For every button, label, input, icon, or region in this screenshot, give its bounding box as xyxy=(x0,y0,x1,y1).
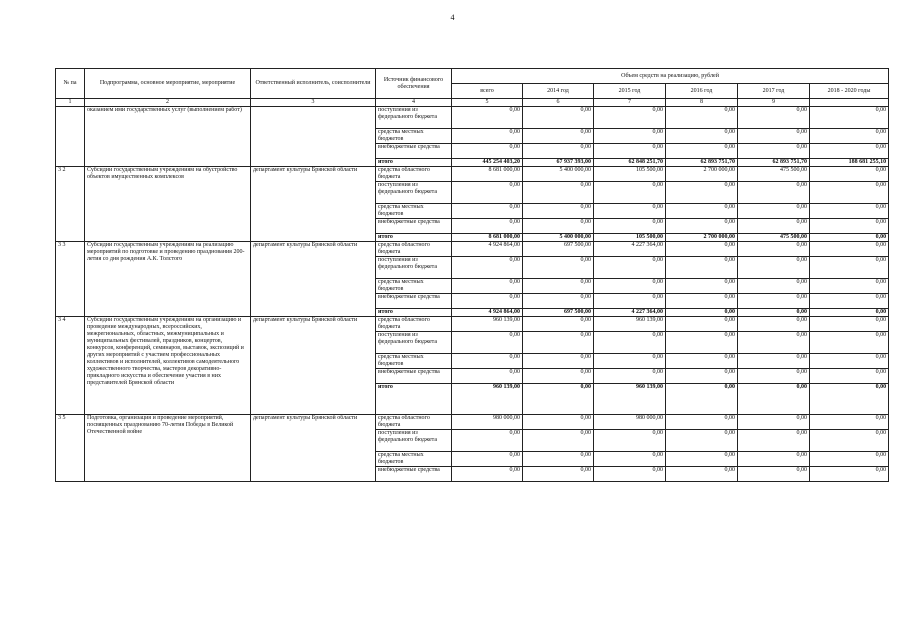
amount-cell: 0,00 xyxy=(666,309,738,317)
funding-source: средства областного бюджета xyxy=(376,317,452,332)
amount-cell: 5 400 000,00 xyxy=(523,167,594,182)
item-name: Субсидии государственным учреждениям на обустройство объектов имущественных комплексов xyxy=(85,167,251,242)
item-number: 3 4 xyxy=(56,317,85,415)
amount-cell: 0,00 xyxy=(666,384,738,415)
amount-cell: 0,00 xyxy=(738,242,810,257)
amount-cell: 62 893 751,70 xyxy=(666,159,738,167)
amount-cell: 0,00 xyxy=(523,384,594,415)
amount-cell: 0,00 xyxy=(738,317,810,332)
amount-cell: 0,00 xyxy=(738,294,810,309)
amount-cell: 188 681 255,10 xyxy=(810,159,889,167)
header-executor: Ответственный исполнитель, соисполнители xyxy=(251,69,376,99)
amount-cell: 0,00 xyxy=(666,182,738,204)
col-number xyxy=(810,99,889,107)
amount-cell: 0,00 xyxy=(810,369,889,384)
amount-cell: 0,00 xyxy=(666,467,738,482)
amount-cell: 0,00 xyxy=(810,415,889,430)
amount-cell: 0,00 xyxy=(810,467,889,482)
amount-cell: 980 000,00 xyxy=(594,415,666,430)
amount-cell: 0,00 xyxy=(666,317,738,332)
amount-cell: 475 500,00 xyxy=(738,234,810,242)
amount-cell: 0,00 xyxy=(738,467,810,482)
table-body xyxy=(56,107,889,482)
amount-cell: 0,00 xyxy=(594,279,666,294)
amount-cell: 0,00 xyxy=(666,294,738,309)
amount-cell: 0,00 xyxy=(452,452,523,467)
amount-cell: 0,00 xyxy=(810,332,889,354)
amount-cell: 0,00 xyxy=(594,467,666,482)
funding-source: средства местных бюджетов xyxy=(376,452,452,467)
item-executor: департамент культуры Брянской области xyxy=(251,242,376,317)
amount-cell: 0,00 xyxy=(810,129,889,144)
amount-cell: 0,00 xyxy=(738,204,810,219)
amount-cell: 697 500,00 xyxy=(523,242,594,257)
amount-cell: 0,00 xyxy=(523,129,594,144)
header-total: всего xyxy=(452,84,523,99)
col-number: 2 xyxy=(85,99,251,107)
amount-cell: 0,00 xyxy=(452,257,523,279)
amount-cell: 0,00 xyxy=(810,144,889,159)
item-number: 3 5 xyxy=(56,415,85,482)
amount-cell: 0,00 xyxy=(523,317,594,332)
funding-source: средства местных бюджетов xyxy=(376,204,452,219)
amount-cell: 0,00 xyxy=(738,279,810,294)
amount-cell: 0,00 xyxy=(523,257,594,279)
amount-cell: 0,00 xyxy=(810,309,889,317)
amount-cell: 5 400 000,00 xyxy=(523,234,594,242)
amount-cell: 2 700 000,00 xyxy=(666,234,738,242)
amount-cell: 0,00 xyxy=(738,452,810,467)
header-2014: 2014 год xyxy=(523,84,594,99)
funding-source: итого xyxy=(376,309,452,317)
item-number: 3 2 xyxy=(56,167,85,242)
funding-source: внебюджетные средства xyxy=(376,294,452,309)
page-number: 4 xyxy=(450,13,455,22)
amount-cell: 8 681 000,00 xyxy=(452,167,523,182)
amount-cell: 0,00 xyxy=(738,354,810,369)
amount-cell: 960 139,00 xyxy=(452,384,523,415)
col-number: 6 xyxy=(523,99,594,107)
header-2018-2020: 2018 - 2020 годы xyxy=(810,84,889,99)
funding-source: внебюджетные средства xyxy=(376,369,452,384)
amount-cell: 0,00 xyxy=(594,430,666,452)
amount-cell: 0,00 xyxy=(523,144,594,159)
amount-cell: 0,00 xyxy=(523,294,594,309)
funding-source: итого xyxy=(376,384,452,415)
amount-cell: 0,00 xyxy=(738,219,810,234)
amount-cell: 105 500,00 xyxy=(594,234,666,242)
item-name: Субсидии государственным учреждениям на организацию и проведение международных, всероссийских, межрегиональных, областных, межмуниципальных и муниципальных фестивалей, праздников, концертов, конкурсов, конференций, семинаров, выставок, экспозиций и других мероприятий с участием профессиональных коллективов и исполнителей, коллективов самодеятельного художественного творчества, мастеров декоративно-прикладного искусства и обеспечение участия в них представителей Брянской области xyxy=(85,317,251,415)
amount-cell: 0,00 xyxy=(666,452,738,467)
item-executor: департамент культуры Брянской области xyxy=(251,317,376,415)
column-numbers-row xyxy=(56,99,889,107)
funding-source: средства местных бюджетов xyxy=(376,354,452,369)
amount-cell: 0,00 xyxy=(738,332,810,354)
header-2015: 2015 год xyxy=(594,84,666,99)
amount-cell: 960 139,00 xyxy=(594,384,666,415)
amount-cell: 0,00 xyxy=(666,107,738,129)
amount-cell: 960 139,00 xyxy=(452,317,523,332)
amount-cell: 0,00 xyxy=(810,294,889,309)
amount-cell: 0,00 xyxy=(810,452,889,467)
amount-cell: 0,00 xyxy=(666,354,738,369)
amount-cell: 0,00 xyxy=(810,107,889,129)
amount-cell: 0,00 xyxy=(738,182,810,204)
amount-cell: 0,00 xyxy=(738,369,810,384)
amount-cell: 0,00 xyxy=(810,354,889,369)
col-number: 3 xyxy=(251,99,376,107)
amount-cell: 0,00 xyxy=(594,129,666,144)
amount-cell: 0,00 xyxy=(452,369,523,384)
amount-cell: 697 500,00 xyxy=(523,309,594,317)
amount-cell: 0,00 xyxy=(810,234,889,242)
amount-cell: 0,00 xyxy=(738,309,810,317)
amount-cell: 0,00 xyxy=(452,107,523,129)
amount-cell: 62 848 251,70 xyxy=(594,159,666,167)
amount-cell: 960 139,00 xyxy=(594,317,666,332)
amount-cell: 0,00 xyxy=(738,144,810,159)
amount-cell: 0,00 xyxy=(594,354,666,369)
amount-cell: 4 924 864,00 xyxy=(452,242,523,257)
amount-cell: 0,00 xyxy=(523,415,594,430)
amount-cell: 0,00 xyxy=(452,332,523,354)
item-number: 3 3 xyxy=(56,242,85,317)
table-row xyxy=(56,415,889,430)
item-name: оказанием ими государственных услуг (выполнением работ) xyxy=(85,107,251,167)
amount-cell: 0,00 xyxy=(523,467,594,482)
item-name: Субсидии государственным учреждениям на реализацию мероприятий по подготовке и проведению празднования 200-летия со дня рождения А.К. Толстого xyxy=(85,242,251,317)
amount-cell: 0,00 xyxy=(594,369,666,384)
col-number: 7 xyxy=(594,99,666,107)
funding-source: внебюджетные средства xyxy=(376,144,452,159)
header-2016: 2016 год xyxy=(666,84,738,99)
amount-cell: 0,00 xyxy=(666,430,738,452)
amount-cell: 0,00 xyxy=(810,219,889,234)
amount-cell: 980 000,00 xyxy=(452,415,523,430)
amount-cell: 0,00 xyxy=(666,204,738,219)
amount-cell: 0,00 xyxy=(523,332,594,354)
amount-cell: 0,00 xyxy=(810,257,889,279)
amount-cell: 0,00 xyxy=(738,107,810,129)
amount-cell: 0,00 xyxy=(452,204,523,219)
amount-cell: 0,00 xyxy=(666,144,738,159)
funding-source: средства местных бюджетов xyxy=(376,279,452,294)
amount-cell: 0,00 xyxy=(666,415,738,430)
funding-source: средства областного бюджета xyxy=(376,415,452,430)
amount-cell: 0,00 xyxy=(594,107,666,129)
item-executor xyxy=(251,107,376,167)
amount-cell: 0,00 xyxy=(666,369,738,384)
amount-cell: 0,00 xyxy=(810,279,889,294)
funding-source: внебюджетные средства xyxy=(376,219,452,234)
amount-cell: 0,00 xyxy=(594,257,666,279)
amount-cell: 0,00 xyxy=(810,242,889,257)
col-number: 1 xyxy=(56,99,85,107)
amount-cell: 0,00 xyxy=(523,354,594,369)
funding-source: поступления из федерального бюджета xyxy=(376,430,452,452)
funding-source: итого xyxy=(376,234,452,242)
amount-cell: 0,00 xyxy=(452,279,523,294)
amount-cell: 0,00 xyxy=(810,384,889,415)
amount-cell: 62 893 751,70 xyxy=(738,159,810,167)
funding-source: поступления из федерального бюджета xyxy=(376,332,452,354)
amount-cell: 0,00 xyxy=(810,167,889,182)
amount-cell: 0,00 xyxy=(452,354,523,369)
amount-cell: 0,00 xyxy=(738,129,810,144)
amount-cell: 0,00 xyxy=(452,144,523,159)
funding-source: средства областного бюджета xyxy=(376,242,452,257)
amount-cell: 445 254 403,20 xyxy=(452,159,523,167)
funding-source: поступления из федерального бюджета xyxy=(376,182,452,204)
financing-table xyxy=(55,68,889,482)
amount-cell: 4 924 864,00 xyxy=(452,309,523,317)
col-number: 8 xyxy=(666,99,738,107)
header-volume: Объем средств на реализацию, рублей xyxy=(452,69,889,84)
amount-cell: 0,00 xyxy=(594,452,666,467)
amount-cell: 0,00 xyxy=(738,415,810,430)
amount-cell: 0,00 xyxy=(666,242,738,257)
header-no: № па xyxy=(56,69,85,99)
funding-source: внебюджетные средства xyxy=(376,467,452,482)
item-name: Подготовка, организация и проведение мероприятий, посвященных празднованию 70-летия Победы в Великой Отечественной войне xyxy=(85,415,251,482)
col-number: 4 xyxy=(376,99,452,107)
table-row xyxy=(56,242,889,257)
table-row xyxy=(56,107,889,129)
amount-cell: 67 937 393,00 xyxy=(523,159,594,167)
amount-cell: 0,00 xyxy=(666,257,738,279)
funding-source: итого xyxy=(376,159,452,167)
amount-cell: 4 227 364,00 xyxy=(594,309,666,317)
table-row xyxy=(56,167,889,182)
amount-cell: 0,00 xyxy=(594,182,666,204)
amount-cell: 0,00 xyxy=(523,430,594,452)
amount-cell: 0,00 xyxy=(594,294,666,309)
amount-cell: 0,00 xyxy=(738,257,810,279)
item-number xyxy=(56,107,85,167)
amount-cell: 0,00 xyxy=(452,219,523,234)
amount-cell: 0,00 xyxy=(810,204,889,219)
amount-cell: 0,00 xyxy=(666,219,738,234)
amount-cell: 0,00 xyxy=(523,182,594,204)
amount-cell: 0,00 xyxy=(523,279,594,294)
item-executor: департамент культуры Брянской области xyxy=(251,167,376,242)
amount-cell: 0,00 xyxy=(452,430,523,452)
amount-cell: 0,00 xyxy=(594,219,666,234)
header-2017: 2017 год xyxy=(738,84,810,99)
amount-cell: 2 700 000,00 xyxy=(666,167,738,182)
amount-cell: 0,00 xyxy=(523,219,594,234)
amount-cell: 0,00 xyxy=(666,332,738,354)
amount-cell: 0,00 xyxy=(738,384,810,415)
amount-cell: 4 227 364,00 xyxy=(594,242,666,257)
amount-cell: 0,00 xyxy=(666,279,738,294)
funding-source: поступления из федерального бюджета xyxy=(376,257,452,279)
amount-cell: 0,00 xyxy=(810,430,889,452)
header-source: Источник финансового обеспечения xyxy=(376,69,452,99)
col-number: 9 xyxy=(738,99,810,107)
amount-cell: 475 500,00 xyxy=(738,167,810,182)
header-program: Подпрограмма, основное мероприятие, мероприятие xyxy=(85,69,251,99)
funding-source: поступления из федерального бюджета xyxy=(376,107,452,129)
amount-cell: 0,00 xyxy=(452,182,523,204)
amount-cell: 0,00 xyxy=(594,204,666,219)
amount-cell: 0,00 xyxy=(666,129,738,144)
amount-cell: 0,00 xyxy=(810,317,889,332)
amount-cell: 0,00 xyxy=(738,430,810,452)
amount-cell: 0,00 xyxy=(523,204,594,219)
amount-cell: 0,00 xyxy=(452,467,523,482)
amount-cell: 0,00 xyxy=(810,182,889,204)
amount-cell: 8 681 000,00 xyxy=(452,234,523,242)
col-number: 5 xyxy=(452,99,523,107)
funding-source: средства местных бюджетов xyxy=(376,129,452,144)
amount-cell: 0,00 xyxy=(594,144,666,159)
amount-cell: 0,00 xyxy=(523,369,594,384)
table-row xyxy=(56,317,889,332)
amount-cell: 0,00 xyxy=(452,129,523,144)
amount-cell: 105 500,00 xyxy=(594,167,666,182)
amount-cell: 0,00 xyxy=(523,452,594,467)
item-executor: департамент культуры Брянской области xyxy=(251,415,376,482)
amount-cell: 0,00 xyxy=(452,294,523,309)
amount-cell: 0,00 xyxy=(594,332,666,354)
amount-cell: 0,00 xyxy=(523,107,594,129)
funding-source: средства областного бюджета xyxy=(376,167,452,182)
